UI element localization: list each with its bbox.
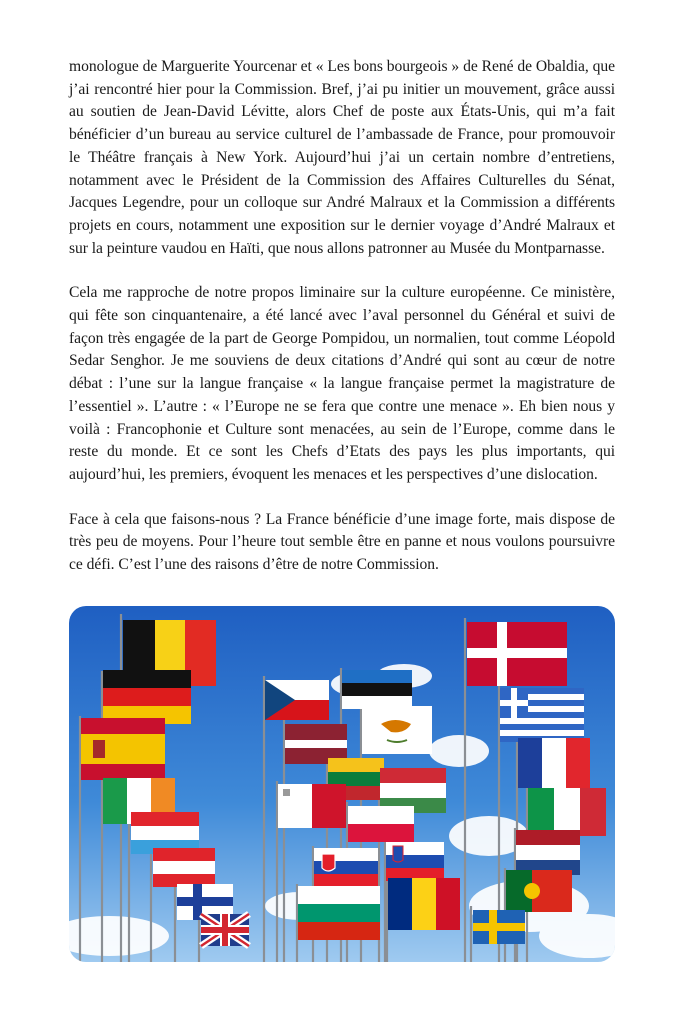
- flag-romania: [388, 878, 460, 930]
- flag-denmark: [467, 622, 567, 686]
- flag-cyprus: [362, 706, 432, 754]
- flag-portugal: [506, 870, 572, 912]
- flag-sweden: [473, 910, 525, 944]
- flag-germany: [103, 670, 191, 724]
- flag-united-kingdom: [201, 914, 249, 946]
- flag-france: [518, 738, 590, 788]
- flag-slovenia: [386, 842, 444, 881]
- flag-estonia: [342, 670, 412, 709]
- flag-poland: [348, 806, 414, 842]
- flag-czech-republic: [265, 680, 329, 720]
- paragraph-1: monologue de Marguerite Yourcenar et « Les bons bourgeois » de René de Obaldia, que j’ai rencontré hier pour la Commission. Bref, j’ai pu initier un mouvement, grâce aussi au soutien de Jean-David Lévitte, alors Chef de poste aux États-Unis, qui m’a fait bénéficier d’un bureau au service culturel de l’ambassade de France, pour promouvoir le Théâtre français à New York. Aujourd’hui j’ai un certain nombre d’entretiens, notamment avec le Président de la Commission des Affaires Culturelles du Sénat, Jacques Legendre, pour un colloque sur André Malraux et la Commission a différents projets en cours, notamment une exposition sur le dernier voyage d’André Malraux et sur la peinture vaudou en Haïti, que nous allons patronner au Musée du Montparnasse.: [69, 58, 615, 257]
- flag-italy: [528, 788, 606, 836]
- paragraph-2: Cela me rapproche de notre propos liminaire sur la culture européenne. Ce ministère, qui fête son cinquantenaire, a été lancé avec l’aval personnel du Général et suivi de façon très engagée de la part de George Pompidou, un normalien, tout comme Léopold Sedar Senghor. Je me souviens de deux citations d’André qui sont au cœur de notre débat : l’une sur la langue française « la langue française permet la magistrature de l’essentiel ». L’autre : « l’Europe ne se fera que contre une menace ». Eh bien nous y voilà : Francophonie et Culture sont menacées, au sein de l’Europe, comme dans le reste du monde. Et ce sont les Chefs d’Etats des pays les plus importants, qui aujourd’hui, les premiers, évoquent les menaces et les perspectives d’une dislocation.: [69, 284, 615, 483]
- flag-greece: [500, 688, 584, 742]
- article-body: [69, 56, 615, 599]
- flag-austria: [153, 848, 215, 887]
- flag-malta: [278, 784, 346, 828]
- flag-spain: [81, 718, 165, 780]
- paragraph-3: Face à cela que faisons-nous ? La France bénéficie d’une image forte, mais dispose de très peu de moyens. Pour l’heure tout semble être en panne et nous voulons poursuivre ce défi. C’est l’une des raisons d’être de notre Commission.: [69, 510, 615, 574]
- flag-bulgaria: [298, 886, 380, 940]
- flag-luxembourg: [131, 812, 199, 854]
- european-flags-photo: [69, 606, 615, 962]
- flag-netherlands: [516, 830, 580, 875]
- flag-slovakia: [314, 848, 378, 887]
